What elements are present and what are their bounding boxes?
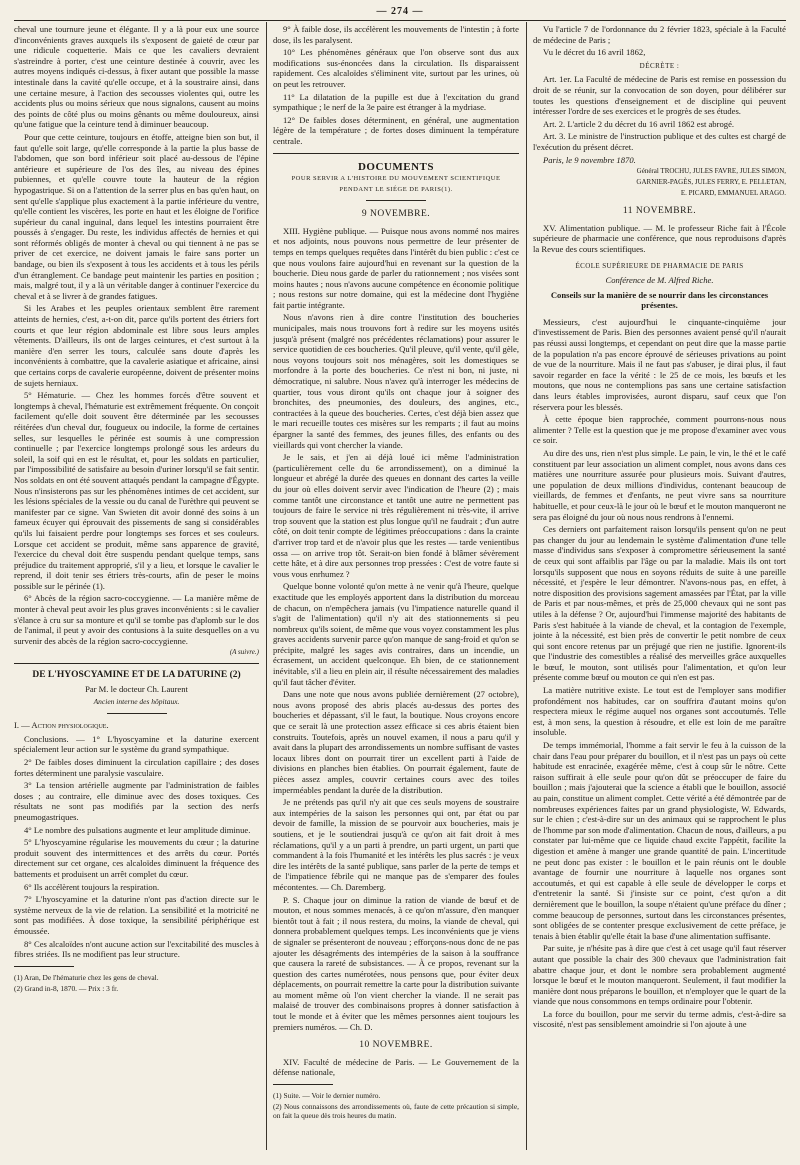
section-heading: I. — Action physiologique.: [14, 720, 109, 731]
top-rule: [14, 20, 786, 21]
to-be-continued: (A suivre.): [229, 648, 259, 657]
section-rule: [273, 153, 519, 154]
body-paragraph: Nous n'avons rien à dire contre l'institution des boucheries municipales, mais nous trouvons fort à redire sur les moyens usités jusqu'à présent (malgré nos précédentes réclamations) pour assurer le service quotidien de ces boucheries. Qu'il pleuve, qu'il vente, qu'il gèle, nous voyons toujours soit nos ménagères, soit les domestiques se morfondre à la porte des boucheries. Ce n'est ni bon, ni juste, ni démocratique, ni salubre. Nous n'avez qu'à interroger les médecins de quartier, tous vous diront qu'ils ont chaque jour à soigner des bronchites, des pneumonies, des douleurs, des angines, etc., contractées à la queue des boucheries. Certes, c'est déjà bien assez que le mari recueille toutes ces misères sur les remparts ; il faut au moins épargner la santé des femmes, des jeunes filles, des enfants ou des vieillards qui vont chercher la viande.: [273, 312, 519, 450]
conclusion-item: 7° L'hyoscyamine et la daturine n'ont pas d'action directe sur le système nerveux de la vie de relation. La sensibilité et la motricité ne sont pas modifiées. À dose toxique, la sensibilité périphérique est émoussée.: [14, 894, 259, 936]
body-paragraph: P. S. Chaque jour on diminue la ration de viande de bœuf et de mouton, et nous sommes menacés, à ce qu'on m'assure, d'en manquer bientôt tout à fait ; il nous restera, du moins, la viande de cheval, qui donnera probablement quelques temps. Les inconvénients que je viens de signaler se présenteront de nouveau ; efforçons-nous donc de ne pas ajouter les désagréments des intempéries de la saison à la souffrance que causera la rareté de subsistances. — À ce propos, revenant sur la question des cartes numérotées, nous pensons que, pour éviter deux déplacements, on pourrait remettre la carte pour la distribution suivante au moment même où l'on vient chercher la viande. Il ne serait pas malaisé de trouver des combinaisons propres à donner satisfaction à tout le monde et à éviter que les mêmes personnes aient toujours les premiers numéros. — Ch. D.: [273, 894, 519, 1032]
footnote: (2) Grand in-8, 1870. — Prix : 3 fr.: [14, 983, 119, 993]
body-paragraph: 6° Abcès de la région sacro-coccygienne. — La manière même de monter à cheval peut avoir les plus graves inconvénients : si le cavalier s'élance à cru sur sa monture et qu'il se tombe pas d'aplomb sur le dos de l'animal, il peut y avoir des contusions à la suite desquelles on a vu survenir des abcès de la région sacro-coccygienne.: [14, 593, 259, 646]
column-divider-2: [526, 22, 527, 1150]
signature-line: GARNIER-PAGÈS, JULES FERRY, E. PELLETAN,: [636, 178, 786, 187]
conclusion-item: 3° La tension artérielle augmente par l'administration de faibles doses ; au contraire, elle diminue avec des doses toxiques. Ces résultats ne sont pas modifiés par la section des nerfs pneumogastriques.: [14, 780, 259, 822]
body-paragraph: XIII. Hygiène publique. — Puisque nous avons nommé nos maires et nos adjoints, nous pouvons nous permettre de leur présenter de temps en temps quelques requêtes dans l'intérêt du bien public : c'est ce que nous voulons faire aujourd'hui en revenant sur la question de la boucherie. Dieu nous garde de parler du rationnement ; nos visées sont moins hautes ; nous n'avons aucune compétence en économie politique ; nous restons sur notre domaine, qui est la médecine dont l'hygiène fait partie intégrante.: [273, 225, 519, 310]
decree-preamble: Vu l'article 7 de l'ordonnance du 2 février 1823, spéciale à la Faculté de médecine de Paris ;: [533, 24, 786, 45]
conclusion-item: 4° Le nombre des pulsations augmente et leur amplitude diminue.: [24, 824, 251, 835]
article-author: Par M. le docteur Ch. Laurent: [85, 684, 188, 695]
conclusion-item: 8° Ces alcaloïdes n'ont aucune action sur l'excitabilité des muscles à fibres striées. Ils ne modifient pas leur structure.: [14, 938, 259, 960]
conclusion-item: 5° L'hyoscyamine régularise les mouvements du cœur ; la daturine produit souvent des intermittences et des arrêts du cœur. Portés directement sur cet organe, ces alcaloïdes diminuent la fréquence des battements et produisent un arrêt complet du cœur.: [14, 837, 259, 879]
footnote-rule: [273, 1084, 333, 1085]
author-affiliation: Ancien interne des hôpitaux.: [93, 696, 180, 706]
page-folio: — 274 —: [376, 6, 424, 17]
article-title: DE L'HYOSCYAMINE ET DE LA DATURINE (2): [32, 670, 241, 681]
conclusion-item: 2° De faibles doses diminuent la circulation capillaire ; des doses fortes déterminent une paralysie vasculaire.: [14, 757, 259, 778]
conclusion-item: 11° La dilatation de la pupille est due à l'excitation du grand sympathique ; le nerf de la 3e paire est étranger à la mydriase.: [273, 91, 519, 113]
column-2: [273, 24, 519, 1149]
footnote: (1) Aran, De l'hématurie chez les gens de cheval.: [14, 972, 159, 982]
body-paragraph: Messieurs, c'est aujourd'hui le cinquante-cinquième jour d'investissement de Paris. Bien des personnes avaient pensé qu'il n'aurait pas réussi aussi longtemps, et cependant on peut dire que la masse partie de la population n'a pas encore éprouvé de sérieuses privations au point de vue de la nourriture. Mais il ne faut pas s'abuser, je dirai plus, il faut savoir regarder en face la vérité : le 25 de ce mois, les bœufs et les moutons, que nous ne contemplions pas sans une certaine satisfaction dans leurs étables improvisées, auront disparu, sauf ceux que l'on réservera pour les blessés.: [533, 316, 786, 412]
section-rule: [14, 663, 259, 664]
decree-place-date: Paris, le 9 novembre 1870.: [543, 154, 636, 165]
conclusion-item: Conclusions. — 1° L'hyoscyamine et la daturine exercent spécialement leur action sur le système du grand sympathique.: [14, 733, 259, 755]
column-1: [14, 24, 259, 1149]
decree-article: Art. 1er. La Faculté de médecine de Paris est remise en possession du droit de se réunir, sur la convocation de son doyen, pour délibérer sur toutes les questions d'enseignement et de discipline qui peuvent intéresser l'ordre de ses exercices et le progrès de ses études.: [533, 74, 786, 117]
dateline: 10 NOVEMBRE.: [359, 1040, 433, 1051]
signature-line: Général TROCHU, JULES FAVRE, JULES SIMON,: [636, 167, 786, 176]
short-rule: [107, 713, 167, 714]
column-divider-1: [266, 22, 267, 1150]
body-paragraph: Je ne prétends pas qu'il n'y ait que ces seuls moyens de soustraire aux intempéries de la saison les personnes qui ont, par état ou par devoir de famille, la mission de se pourvoir aux boucheries, mais je soutiens, et je le soutiendrai jusqu'à ce qu'on ait fait droit à mes réclamations, qu'il y a un parti à prendre, un parti urgent, un parti que commandent à la fois l'humanité et les intérêts les plus sacrés : je veux dire les intérêts de la santé publique, sans parler de la perte de temps et de l'impatience fébrile qui ne manque pas de s'emparer des foules mécontentes. — Ch. Daremberg.: [273, 797, 519, 892]
body-paragraph: 5° Hématurie. — Chez les hommes forcés d'être souvent et longtemps à cheval, l'hématurie est extrêmement fréquente. On conçoit facilement qu'elle doit souvent être déterminée par les secousses réitérées d'un cheval dur, fougueux ou indocile, la forme de certaines selles, sur lesquelles le périnée est soumis à une compression continuelle ; par l'exercice longtemps prolongé sous les ardeurs du soleil, la soif qui en est le résultat, et, pour les soldats en particulier, par l'impossibilité de satisfaire au besoin d'uriner lorsqu'il se fait sentir. Nos soldats en ont été souvent attaqués pendant la campagne d'Égypte. Nous n'insisterons pas sur les phénomènes intimes de cet accident, sur les lésions spéciales de la vessie ou du canal de l'urèthre qui peuvent se manifester par ce signe. Van Swieten dit avoir donné des soins à un fameux écuyer qui éprouvait des pissements de sang si considérables qu'ils lui faisaient perdre pour longtemps ses forces et ses couleurs. Lorsque cet accident se produit, même sans apparence de gravité, l'exercice du cheval doit être suspendu pendant quelque temps, sans préjudice du traitement approprié, s'il y a lieu, et lorsque le cavalier le reprend, il doit tenir ses étriers très-courts, afin de peser le moins possible sur le périnée (1).: [14, 390, 259, 591]
body-paragraph: De temps immémorial, l'homme a fait servir le feu à la cuisson de la chair dans l'eau pour préparer du bouillon, et il n'est pas un pays où cette habitude est enracinée, exagérée même, c'est à coup sûr le nôtre. Cette raison suffirait à elle seule pour qu'on dût se préoccuper de faire du bouillon ; mais j'ajouterai que la science a établi que le bouillon, associé au pain, constitue un aliment complet. Cette vérité a été démontrée par de nombreuses expériences faites par un grand physiologiste, W. Edwards, sur le chien ; c'est-à-dire sur un des animaux qui se rapprochent le plus de l'homme par son mode d'alimentation. Chacun de nous, d'ailleurs, a pu constater par lui-même que ce liquide chaud excite l'appétit, facilite la digestion et amène à manger une grande quantité de pain. L'incertitude ne peut donc pas exister : le bouillon et le pain réunis ont le double avantage de fournir une nourriture à laquelle nos organes sont accoutumés, et qui est capable à elle seule de développer le corps et d'entretenir la santé. Si j'insiste sur ce point, c'est qu'on a dit dernièrement que le bouillon, la soupe n'étaient qu'une préface du dîner ; comme beaucoup de personnes, surtout dans les circonstances présentes, sont obligées de se contenter presque exclusivement de cette préface, je tenais à bien établir qu'elle était la base d'une alimentation suffisante.: [533, 740, 786, 941]
body-paragraph: Au dire des uns, rien n'est plus simple. Le pain, le vin, le thé et le café constituent par leur association un aliment complet, nous avons dans ces matières une nourriture assurée pour plusieurs mois. Suivant d'autres, une population de deux millions d'individus, contenant beaucoup de vieillards, de femmes et d'enfants, ne peut vivre sans sa nourriture habituelle, et pour ceux-là le jour où le bœuf et le mouton manqueront ne sera pas éloigné du jour où nous nous rendrons à l'ennemi.: [533, 448, 786, 522]
documents-heading: DOCUMENTS: [357, 160, 434, 173]
body-paragraph: XIV. Faculté de médecine de Paris. — Le Gouvernement de la défense nationale,: [273, 1056, 519, 1078]
conclusion-item: 9° À faible dose, ils accélèrent les mouvements de l'intestin ; à forte dose, ils les paralysent.: [273, 24, 519, 45]
dateline: 9 NOVEMBRE.: [361, 209, 431, 220]
conclusion-item: 10° Les phénomènes généraux que l'on observe sont dus aux modifications sus-énoncées dans la circulation. Ils disparaissent rapidement. Ces alcaloïdes s'éliminent vite, surtout par les urines, où on peut les retrouver.: [273, 47, 519, 89]
conference-author: Conférence de M. Alfred Riche.: [605, 275, 714, 286]
body-paragraph: Dans une note que nous avons publiée dernièrement (27 octobre), nous avons proposé des abris placés au-dessus des portes des boucheries et dépassant, s'il le faut, la boutique. Nous croyons encore que ce serait là une protection assez efficace si ces abris étaient bien construits. Toutefois, après un nouvel examen, il nous a paru qu'il y avait dans la plupart des arrondissements un nombre suffisant de vastes locaux libres dont on pourrait tirer un excellent parti à l'aide de divisions en planches bien établies. On pourrait également, faute de pièces assez amples, couvrir certaines cours avec des toiles imperméables pendant la durée de la distribution.: [273, 689, 519, 795]
short-rule: [366, 200, 426, 201]
body-paragraph: Si les Arabes et les peuples orientaux semblent être rarement atteints de hernies, c'est, a-t-on dit, parce qu'ils portent des étriers fort courts et que leur région abdominale est libre sous leurs amples vêtements. D'ailleurs, ils ont de larges ceintures, et c'est surtout à la manière d'en serrer les tours, calculée sans doute d'après les inconvénients à combattre, que la cavalerie asiatique et africaine, ainsi que certains corps de cavalerie européenne, doivent de présenter moins de sujets herniaux.: [14, 303, 259, 388]
decree-article: Art. 2. L'article 2 du décret du 16 avril 1862 est abrogé.: [543, 118, 735, 129]
column-3: [533, 24, 786, 1149]
conclusion-item: 6° Ils accélèrent toujours la respiration.: [24, 881, 160, 892]
decree-preamble: Vu le décret du 16 avril 1862,: [543, 47, 646, 58]
documents-subheading: POUR SERVIR A L'HISTOIRE DU MOUVEMENT SCIENTIFIQUE: [291, 175, 501, 183]
body-paragraph: Par suite, je n'hésite pas à dire que c'est à cet usage qu'il faut réserver autant que possible la chair des 300 chevaux que l'administration fait abattre chaque jour, et dont le nombre sera probablement augmenté lorsque le bœuf et le mouton manqueront. Seulement, il faut modifier la manière dont nous préparons le bouillon, et n'employer que le quart de la viande que nous consommons en temps ordinaire pour l'obtenir.: [533, 943, 786, 1007]
body-paragraph: La force du bouillon, pour me servir du terme admis, c'est-à-dire sa viscosité, n'est pas sensiblement amoindrie si l'on ajoute à une: [533, 1008, 786, 1030]
body-paragraph: À cette époque bien rapprochée, comment pourrons-nous nous alimenter ? Telle est la question que je me propose d'examiner avec vous ce soir.: [533, 414, 786, 446]
signature-line: E. PICARD, EMMANUEL ARAGO.: [680, 189, 786, 198]
documents-subheading: PENDANT LE SIÉGE DE PARIS(1).: [339, 186, 453, 194]
body-paragraph: XV. Alimentation publique. — M. le professeur Riche fait à l'École supérieure de pharmacie une conférence, que nous reproduisons d'après la Revue des cours scientifiques.: [533, 222, 786, 254]
decree-heading: DÉCRÈTE :: [639, 61, 680, 70]
body-paragraph: Pour que cette ceinture, toujours en étoffe, atteigne bien son but, il faut qu'elle soit large, qu'elle corresponde à la partie la plus basse de l'abdomen, que son bord inférieur soit placé au-dessous de l'épine antérieure et supérieure de l'os des îles, au niveau des épines pubiennes, et qu'elle couvre toute la hauteur de la région hypogastrique. Si on a l'attention de la serrer plus en bas qu'en haut, on sent qu'elle s'applique plus exactement à la partie inférieure du ventre, qu'elle contient les viscères, les porte en haut et les éloigne de l'orifice supérieur du canal inguinal, dans lequel les intestins pourraient être poussés à s'engager. Du reste, les individus affectés de hernies et qui sont réformés obligés de monter à cheval ou qui tiennent à ne pas se priver de cet exercice, ne doivent jamais le faire sans porter un bandage, ou bien ils s'exposent à tous les accidents et à tous les périls d'un étranglement. Ce bandage peut maintenir les parties en position ; mais, malgré tout, il y a là un véritable danger à continuer l'exercice du cheval et à se livrer à de grandes fatigues.: [14, 131, 259, 301]
conclusion-item: 12° De faibles doses déterminent, en général, une augmentation légère de la température ; de fortes doses diminuent la température centrale.: [273, 114, 519, 146]
school-heading: ÉCOLE SUPÉRIEURE DE PHARMACIE DE PARIS: [575, 261, 744, 270]
body-paragraph: Je le sais, et j'en ai déjà loué ici même l'administration (particulièrement celle du 6e arrondissement), on a diminué la longueur et abrégé la durée des queues en donnant des cartes la veille du jour où elles doivent servir avec l'indication de l'heure (2) ; mais comme tantôt une circonstance et tantôt une autre ne permettent pas toujours de faire le service ni très régulièrement ni très-vite, il arrive trop souvent que la station est plus longue qu'il ne faudrait ; d'un autre côté, on doit tenir compte de légitimes préoccupations : dans la crainte d'arriver trop tard et de n'avoir plus que les restes — tarde venientibus ossa — on arrive trop tôt. Serait-on bien fondé à blâmer sévèrement cette hâte, et à dire aux personnes trop pressées : C'est de votre faute si vous vous enrhumez ?: [273, 452, 519, 579]
decree-article: Art. 3. Le ministre de l'instruction publique et des cultes est chargé de l'exécution du présent décret.: [533, 131, 786, 152]
body-paragraph: La matière nutritive existe. Le tout est de l'employer sans modifier profondément nos habitudes, car on souffrira d'autant moins qu'on respectera mieux le régime auquel nos organes sont accoutumés. Telle est, à mon sens, la question à résoudre, et elle est loin de me paraître insoluble.: [533, 685, 786, 738]
footnote-rule: [14, 966, 74, 967]
body-paragraph: Quelque bonne volonté qu'on mette à ne venir qu'à l'heure, quelque exactitude que les employés apportent dans la distribution du morceau de chacun, on n'empêchera jamais (vu l'impatience naturelle quand il s'agit de l'alimentation) qu'il n'y ait des stationnements si peu nombreux qu'ils soient, de même que vous voyez constamment les plus graves accidents survenir parce qu'on manque de sang-froid et qu'on se précipite, malgré les sages avis contraires, dans un incendie, un écrasement, un accident quelconque. Eh bien, de ce stationnement inévitable, s'il a lieu en plein air, il résulte nécessairement des maladies qu'il faut tâcher d'éviter.: [273, 581, 519, 687]
footnote: (2) Nous connaissons des arrondissements où, faute de cette précaution si simple, on fait la queue dès trois heures du matin.: [273, 1102, 519, 1121]
footnote: (1) Suite. — Voir le dernier numéro.: [273, 1091, 381, 1101]
dateline: 11 NOVEMBRE.: [622, 206, 697, 217]
body-paragraph: Ces derniers ont parfaitement raison lorsqu'ils pensent qu'on ne peut pas changer du jour au lendemain le système d'alimentation d'une telle masse d'individus sans s'exposer à compromettre sérieusement la santé de ceux qui sont affaiblis par l'âge ou par la maladie. Mais ils ont tort lorsqu'ils supposent que nous en soyons réduits de suite à une pareille nécessité, et j'espère le leur démontrer. N'avons-nous pas, en effet, à notre disposition des provisions sagement amassées par l'État, par la ville de Paris et par nous-mêmes, et près de 25,000 chevaux qui ne sont pas utiles à la défense ? Or, aujourd'hui l'immense majorité des habitants de Paris s'est habituée à la viande de cheval, et la contagion de l'exemple, jointe à la nécessité, est bien près de convertir le petit nombre de ceux qui sont encore retenus par un préjugé que rien ne justifie. Ignorent-ils que l'industrie des comestibles a réalisé des merveilles grâce auxquelles le bœuf, le mouton, sont utilisés pour l'alimentation, et qu'on leur présente comme bœuf ou mouton ce qui n'en est pas.: [533, 524, 786, 683]
body-paragraph: cheval une tournure jeune et élégante. Il y a là pour eux une source d'inconvénients graves auxquels ils s'exposent de gaieté de cœur par une ridicule coquetterie. Mais ce que les cavaliers devraient s'astreindre à porter, c'est une ceinture destinée à couvrir, avec les autres moyens indiqués ci-dessus, à fixer autant que possible la masse intestinale dans la cavité qu'elle occupe, et à la soustraire ainsi, dans une certaine mesure, à l'action des secousses violentes qui, outre les accidents plus ou moins sérieux que nous signalons, causent au moins des points de côté plus ou moins gênants ou même douloureux, ainsi qu'une fatigue que la ceinture tend à diminuer beaucoup.: [14, 24, 259, 130]
conference-title: Conseils sur la manière de se nourrir dans les circonstances présentes.: [550, 289, 769, 311]
